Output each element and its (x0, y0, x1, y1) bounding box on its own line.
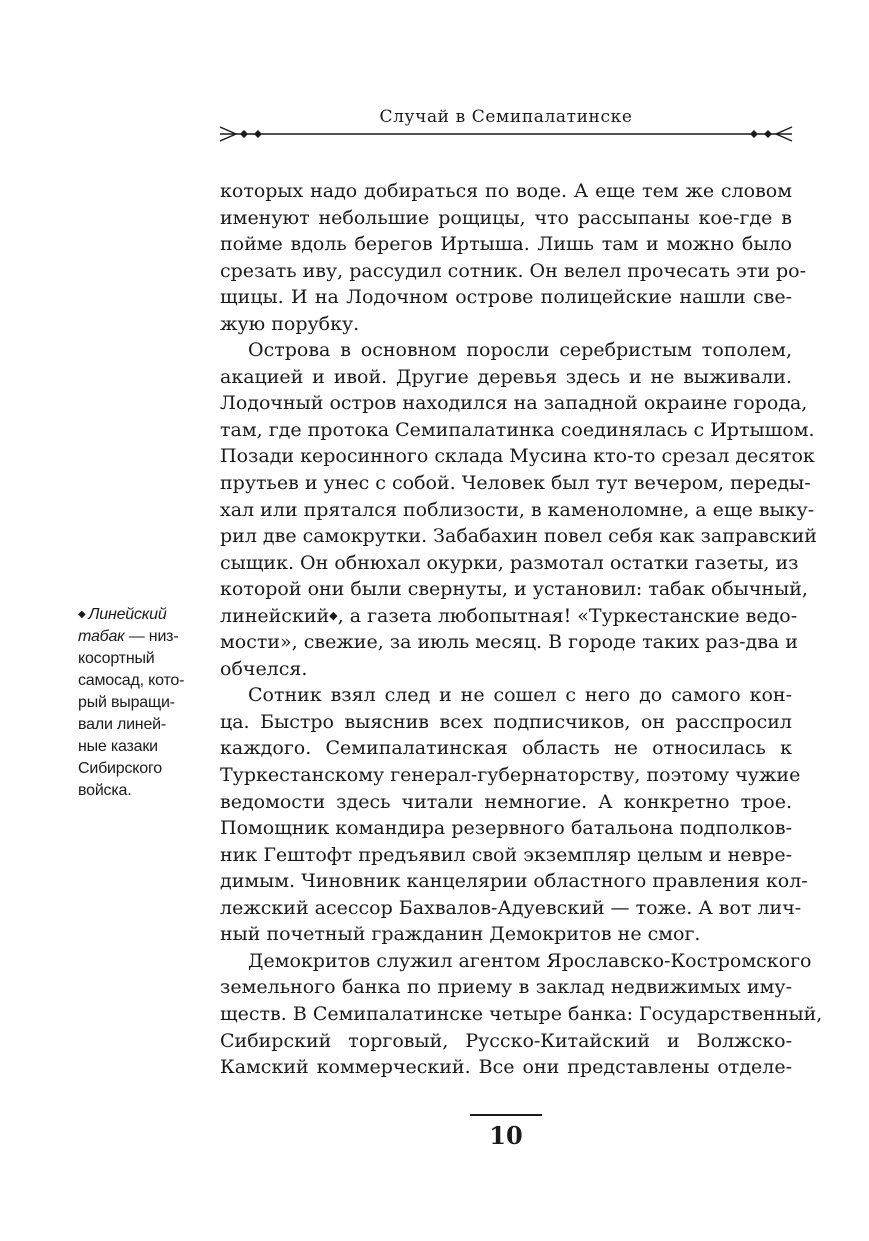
text-line: именуют небольшие рощицы, что рассыпаны кое-где в (220, 206, 792, 229)
running-head: Случай в Семипалатинске (379, 107, 633, 127)
paragraph-4 (220, 948, 823, 1081)
paragraph-1 (220, 178, 807, 337)
text-line: Позади керосинного склада Мусина кто-то срезал десяток (220, 445, 815, 468)
footnote-text: — низ- (124, 628, 179, 645)
text-line: рил две самокрутки. Забабахин повел себя как заправский (220, 525, 817, 548)
header-ornament-rule (218, 124, 794, 144)
footnote-line: самосад, кото- (78, 672, 185, 689)
footnote-line: рый выращи- (78, 694, 175, 711)
footnote-line (78, 626, 200, 648)
text-line: обчелся. (220, 657, 308, 680)
page-number: 10 (489, 1121, 523, 1150)
text-line: пойме вдоль берегов Иртыша. Лишь там и можно было (220, 233, 792, 256)
text-line: ный почетный гражданин Демокритов не смог. (220, 923, 701, 946)
text-line: щицы. И на Лодочном острове полицейские нашли све- (220, 286, 792, 309)
text-line: прутьев и унес с собой. Человек был тут вечером, переды- (220, 472, 811, 495)
text-line: каждого. Семипалатинская область не относилась к (220, 737, 792, 760)
text-line: Туркестанскому генерал-губернаторству, поэтому чужие (220, 764, 801, 787)
footnote-line (78, 604, 200, 626)
text-line: ца. Быстро выяснив всех подписчиков, он расспросил (220, 710, 792, 733)
footnote-line: войска. (78, 782, 132, 799)
footnote-line: вали линей- (78, 716, 167, 733)
footnote-line: Сибирского (78, 760, 162, 777)
footnote-line: ные казаки (78, 738, 158, 755)
paragraph-3 (220, 682, 808, 947)
footnote-line: косортный (78, 650, 155, 667)
folio-rule (470, 1114, 542, 1116)
footnote-bullet-icon: ◆ (78, 609, 86, 620)
text-fragment: , а газета любопытная! «Туркестанские ведо- (337, 604, 798, 627)
footnote-anchor-word: линейский (220, 604, 330, 627)
text-line: срезать иву, рассудил сотник. Он велел прочесать эти ро- (220, 259, 807, 282)
text-line: хал или прятался поблизости, в каменоломне, а еще выку- (220, 498, 815, 521)
text-line: Демокритов служил агентом Ярославско-Костромского (248, 949, 812, 972)
text-line: Сотник взял след и не сошел с него до самого кон- (248, 684, 792, 707)
text-line: там, где протока Семипалатинка соединялась с Иртышом. (220, 418, 815, 441)
text-line: лежский асессор Бахвалов-Адуевский — тоже. А вот лич- (220, 896, 802, 919)
footnote-marker: ◆ (329, 608, 338, 622)
text-line: которых надо добираться по воде. А еще тем же словом (220, 180, 792, 202)
text-line: сыщик. Он обнюхал окурки, размотал остатки газеты, из (220, 551, 799, 574)
footnote-term: Линейский (88, 606, 167, 623)
paragraph-2 (220, 337, 817, 682)
footnote-term: табак (78, 628, 125, 645)
text-line: ник Гештофт предъявил свой экземпляр целым и невре- (220, 843, 792, 866)
text-line: жую порубку. (220, 312, 360, 335)
text-line-with-footnote (220, 603, 798, 630)
text-line: земельного банка по приему в заклад недвижимых иму- (220, 976, 792, 999)
main-text-column (220, 178, 823, 1081)
text-line: Камский коммерческий. Все они представлены отделе- (220, 1056, 792, 1079)
text-line: Острова в основном поросли серебристым тополем, (248, 339, 792, 362)
text-line: Лодочный остров находился на западной окраине города, (220, 392, 808, 415)
text-line: акацией и ивой. Другие деревья здесь и не выживали. (220, 365, 792, 388)
text-line: димым. Чиновник канцелярии областного правления кол- (220, 870, 808, 893)
text-line: Сибирский торговый, Русско-Китайский и Волжско- (220, 1029, 792, 1052)
margin-footnote (78, 604, 200, 802)
text-line: которой они были свернуты, и установил: табак обычный, (220, 578, 808, 601)
text-line: ведомости здесь читали немногие. А конкретно трое. (220, 790, 792, 813)
text-line: Помощник командира резервного батальона подполков- (220, 817, 792, 840)
text-line: мости», свежие, за июль месяц. В городе таких раз-два и (220, 631, 798, 654)
text-line: ществ. В Семипалатинске четыре банка: Государственный, (220, 1002, 823, 1025)
